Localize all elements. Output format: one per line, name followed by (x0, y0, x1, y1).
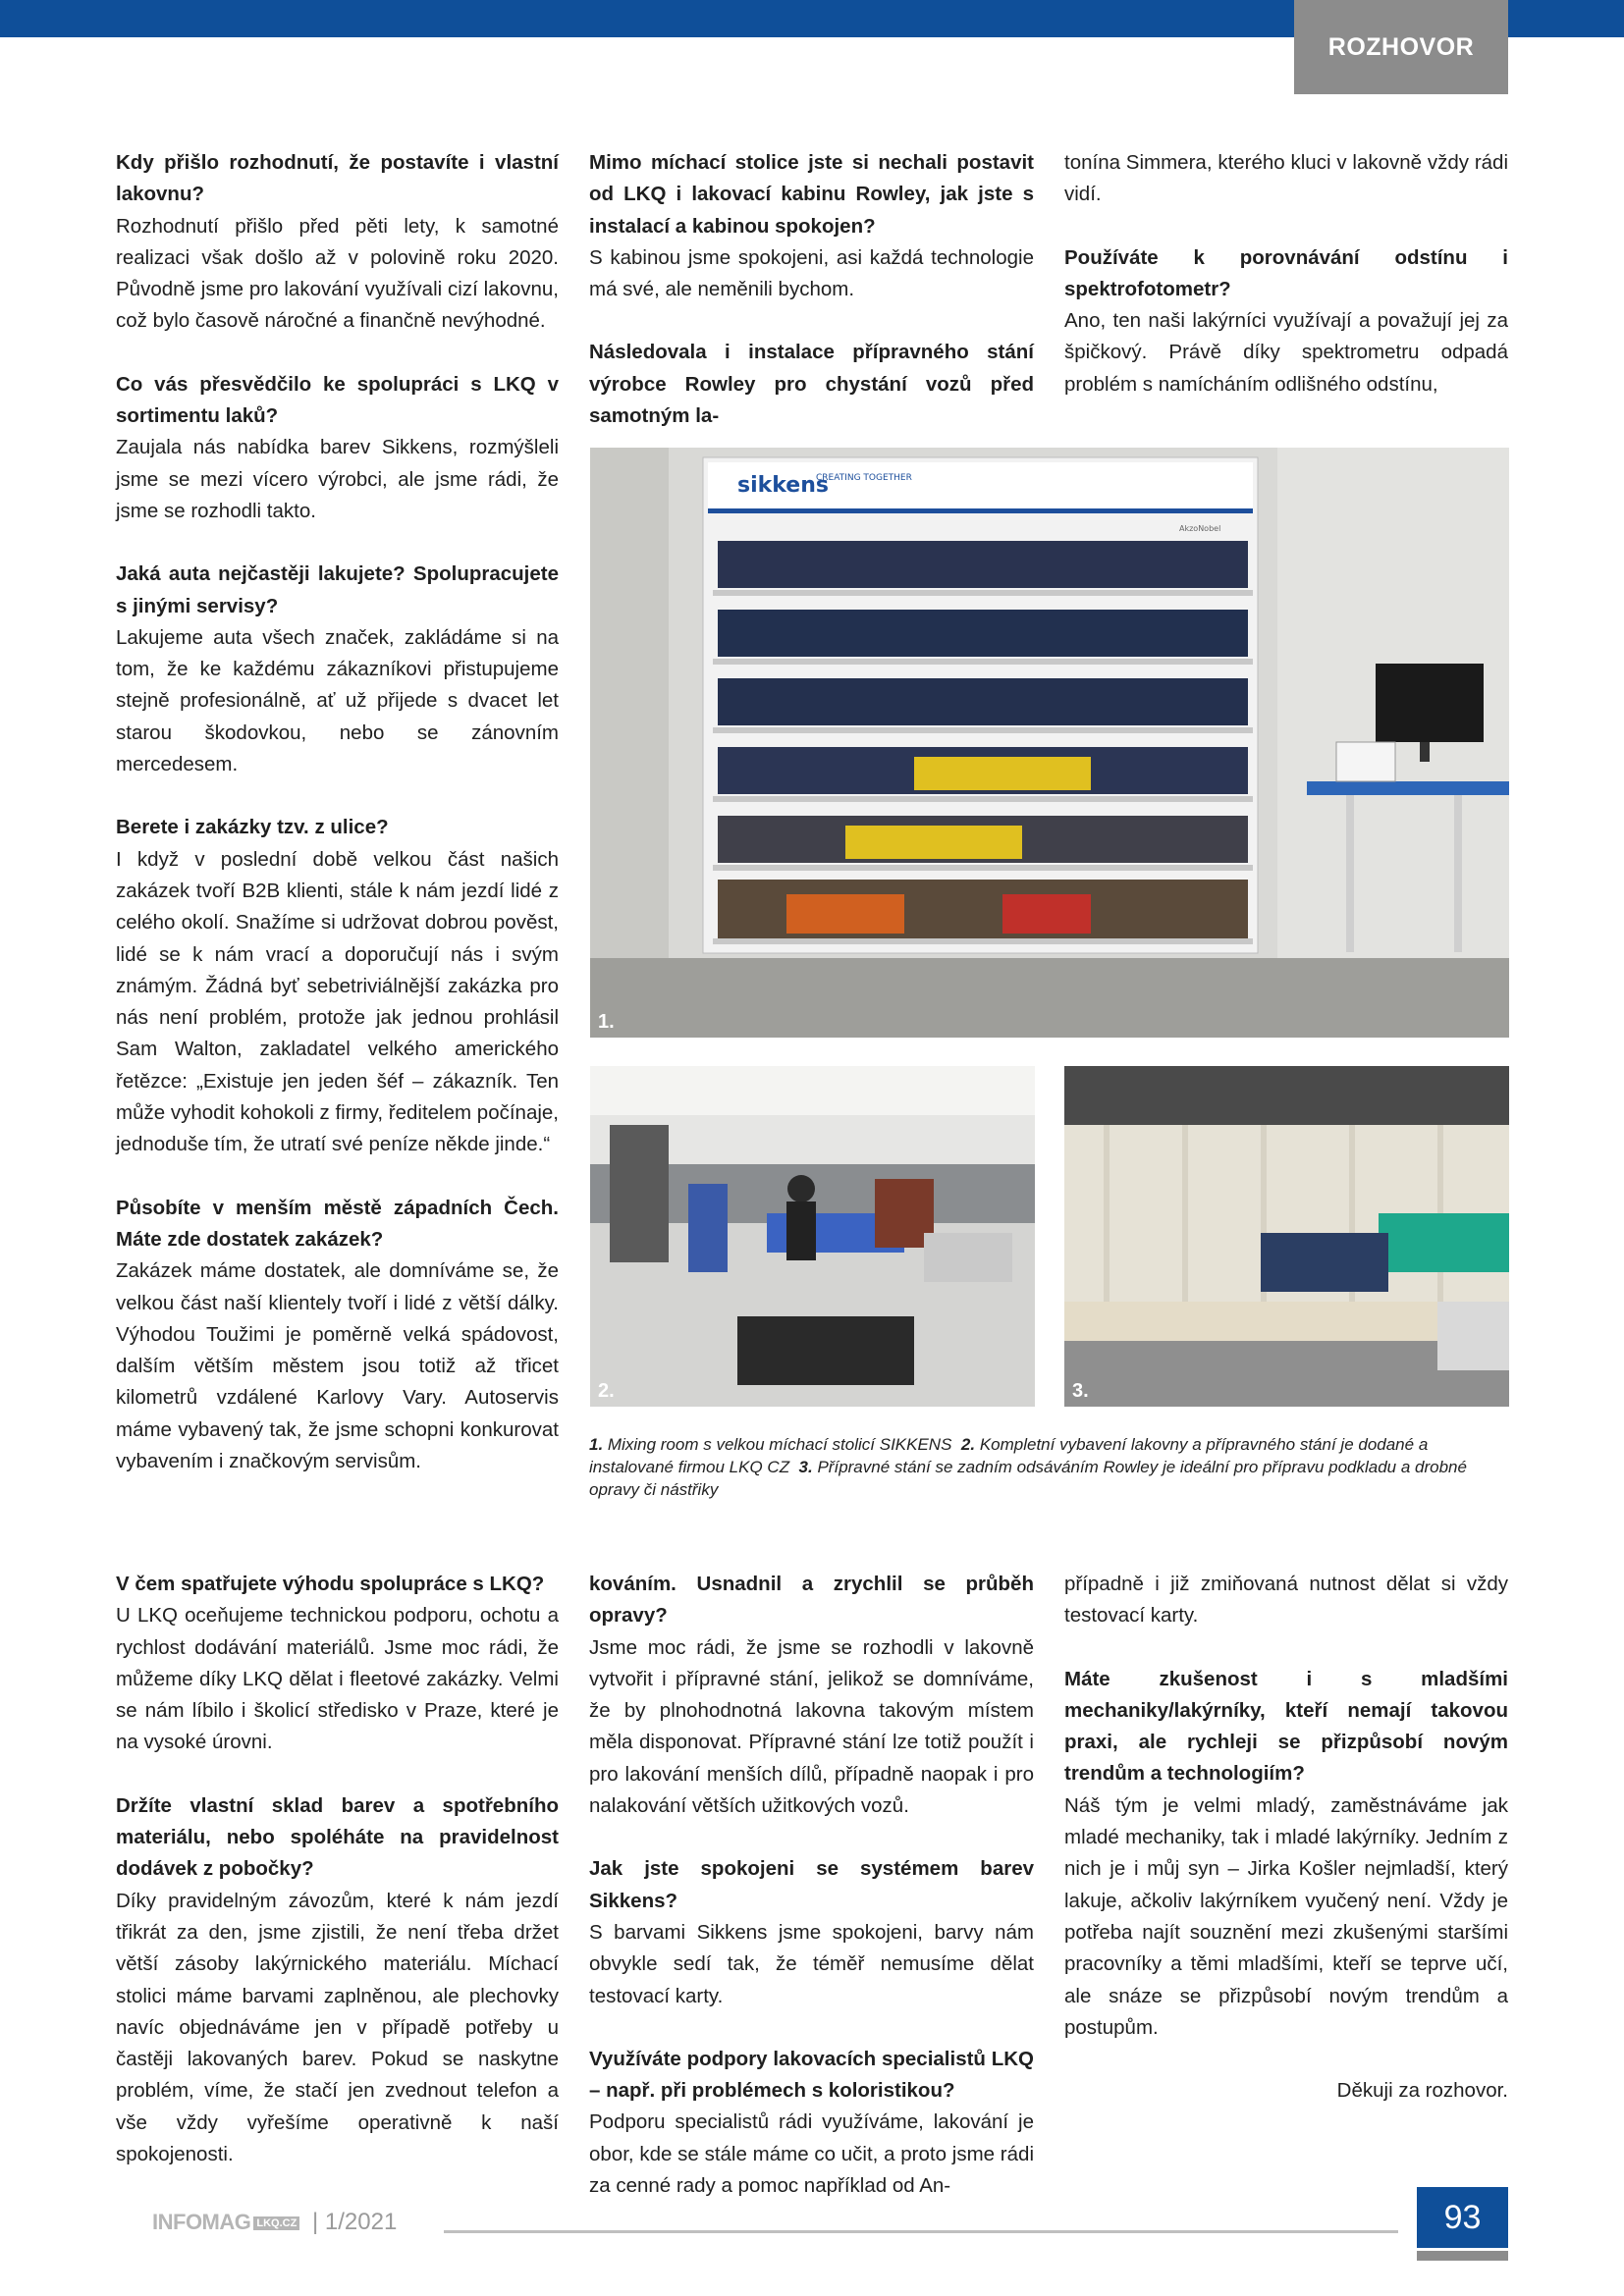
answer: Díky pravidelným závozům, které k nám jezdí třikrát za den, jsme zjistili, že není třeba držet větší zásoby lakýrnického materiálu. Míchací stolici máme barvami zaplněnou, ale plechovky navíc objednáváme jen v případě potřeby u častěji lakovaných barev. Pokud se naskytne problém, víme, že stačí jen zvednout telefon a vše vždy vyřešíme operativně k naší spokojenosti. (116, 1889, 559, 2166)
photo-caption (589, 1433, 1510, 1501)
question: kováním. Usnadnil a zrychlil se průběh opravy? (589, 1573, 1034, 1628)
footer-rule (444, 2230, 1398, 2233)
logo-text: INFOMAG (152, 2210, 251, 2234)
question: Držíte vlastní sklad barev a spotřebního materiálu, nebo spoléháte na pravidelnost dodávek z pobočky? (116, 1793, 559, 1881)
closing-line: Děkuji za rozhovor. (1336, 2079, 1508, 2103)
issue-label: 1/2021 (324, 2209, 398, 2235)
answer: U LKQ oceňujeme technickou podporu, ochotu a rychlost dodávání materiálů. Jsme moc rádi, že můžeme díky LKQ dělat i fleetové zakázky. Velmi se nám líbilo i školicí středisko v Praze, které je na vysoké úrovni. (116, 1604, 559, 1754)
sikkens-logo: sikkens (737, 473, 829, 498)
photo-mixing-room (590, 448, 1509, 1038)
photo-prep-station (1064, 1066, 1509, 1407)
column-1-top (116, 147, 559, 1477)
answer: Jsme moc rádi, že jsme se rozhodli v lakovně vytvořit i přípravné stání, jelikož se domníváme, že by plnohodnotná lakovna takovým místem měla disponovat. Přípravné stání lze totiž použít i pro lakování menších dílů, případně naopak i pro nalakování větších užitkových vozů. (589, 1635, 1034, 1818)
logo-small: LKQ.CZ (253, 2216, 299, 2230)
shelf-label: AkzoNobel (1179, 524, 1221, 533)
caption-text: Přípravné stání se zadním odsáváním Rowley je ideální pro přípravu podkladu a drobné opravy či nástřiky (589, 1458, 1467, 1499)
photo-number: 2. (598, 1380, 615, 1402)
answer: Lakujeme auta všech značek, zakládáme si na tom, že ke každému zákazníkovi přistupujeme stejně profesionálně, ať už přijede s dvacet let starou škodovkou, nebo se zánovním mercedesem. (116, 625, 559, 776)
answer: Ano, ten naši lakýrníci využívají a považují jej za špičkový. Právě díky spektrometru odpadá problém s namícháním odlišného odstínu, (1064, 309, 1508, 396)
photo-number: 3. (1072, 1380, 1089, 1402)
question: Jaká auta nejčastěji lakujete? Spolupracujete s jinými servisy? (116, 562, 559, 617)
question: Využíváte podpory lakovacích specialistů LKQ – např. při problémech s koloristikou? (589, 2047, 1034, 2103)
question: Co vás přesvědčilo ke spolupráci s LKQ v sortimentu laků? (116, 372, 559, 428)
answer: S kabinou jsme spokojeni, asi každá technologie má své, ale neměnili bychom. (589, 245, 1034, 301)
question: Jak jste spokojeni se systémem barev Sikkens? (589, 1857, 1034, 1912)
answer: S barvami Sikkens jsme spokojeni, barvy nám obvykle sedí tak, že téměř nemusíme dělat testovací karty. (589, 1920, 1034, 2007)
page-number: 93 (1417, 2187, 1508, 2248)
question: Následovala i instalace přípravného stání výrobce Rowley pro chystání vozů před samotným la- (589, 341, 1034, 428)
column-2-bottom (589, 1569, 1034, 2202)
question: Používáte k porovnávání odstínu i spektrofotometr? (1064, 245, 1508, 300)
photo-number: 1. (598, 1011, 615, 1033)
section-tab: ROZHOVOR (1294, 0, 1508, 94)
sikkens-tagline: CREATING TOGETHER (816, 473, 912, 483)
column-2-top (589, 147, 1034, 432)
answer: Zaujala nás nabídka barev Sikkens, rozmýšleli jsme se mezi vícero výrobci, ale jsme rádi, že jsme se rozhodli takto. (116, 436, 559, 522)
page-number-underline (1417, 2251, 1508, 2261)
caption-number: 1. (589, 1435, 604, 1454)
question: V čem spatřujete výhodu spolupráce s LKQ? (116, 1573, 545, 1595)
question: Mimo míchací stolice jste si nechali postavit od LKQ i lakovací kabinu Rowley, jak jste s instalací a kabinou spokojen? (589, 151, 1034, 238)
magazine-logo (152, 2210, 299, 2235)
question: Kdy přišlo rozhodnutí, že postavíte i vlastní lakovnu? (116, 151, 559, 206)
question: Berete i zakázky tzv. z ulice? (116, 816, 389, 839)
answer: Podporu specialistů rádi využíváme, lakování je obor, kde se stále máme co učit, a proto jsme rádi za cenné rady a pomoc například od An- (589, 2110, 1034, 2198)
question: Máte zkušenost i s mladšími mechaniky/lakýrníky, kteří nemají takovou praxi, ale rychleji se přizpůsobí novým trendům a technologiím? (1064, 1667, 1508, 1786)
issue-number: | 1/2021 (312, 2209, 398, 2235)
answer: Náš tým je velmi mladý, zaměstnáváme jak mladé mechaniky, tak i mladé lakýrníky. Jedním z nich je i můj syn – Jirka Košler nejmladší, který lakuje, ačkoliv lakýrníkem vyučený není. Vždy je potřeba najít souznění mezi zkušenými staršími pracovníky a těmi mladšími, kteří se teprve učí, ale snáze se přizpůsobí novým trendům a postupům. (1064, 1793, 1508, 2039)
caption-text: Kompletní vybavení lakovny a přípravného stání je dodané a instalované firmou LKQ CZ (589, 1435, 1429, 1476)
column-1-bottom (116, 1569, 559, 2170)
column-3-top (1064, 147, 1508, 400)
column-3-bottom (1064, 1569, 1508, 2107)
caption-text: Mixing room s velkou míchací stolicí SIKKENS (607, 1435, 952, 1454)
caption-number: 2. (960, 1435, 976, 1454)
answer: I když v poslední době velkou část našich zakázek tvoří B2B klienti, stále k nám jezdí lidé z celého okolí. Snažíme si udržovat dobrou pověst, lidé se k nám vrací a doporučují nás i svým známým. Žádná byť sebetriviálnější zakázka pro nás není problém, protože jak jednou prohlásil Sam Walton, zakladatel velkého amerického řetězce: „Existuje jen jeden šéf – zákazník. Ten může vyhodit kohokoli z firmy, ředitelem počínaje, jednoduše tím, že utratí své peníze někde jinde.“ (116, 847, 559, 1156)
answer: Rozhodnutí přišlo před pěti lety, k samotné realizaci však došlo až v polovině roku 2020. Původně jsme pro lakování využívali cizí lakovnu, což bylo časově náročné a finančně nevýhodné. (116, 214, 559, 333)
answer: případně i již zmiňovaná nutnost dělat si vždy testovací karty. (1064, 1573, 1508, 1628)
answer: Zakázek máme dostatek, ale domníváme se, že velkou část naší klientely tvoří i lidé z větší dálky. Výhodou Toužimi je poměrně velká spádovost, dalším větším městem jsou totiž až třicet kilometrů vzdálené Karlovy Vary. Autoservis máme vybavený tak, že jsme schopni konkurovat vybavením i značkovým servisům. (116, 1259, 559, 1472)
photo-workshop (590, 1066, 1035, 1407)
answer: tonína Simmera, kterého kluci v lakovně vždy rádi vidí. (1064, 151, 1508, 206)
caption-number: 3. (798, 1458, 813, 1476)
question: Působíte v menším městě západních Čech. Máte zde dostatek zakázek? (116, 1196, 559, 1251)
